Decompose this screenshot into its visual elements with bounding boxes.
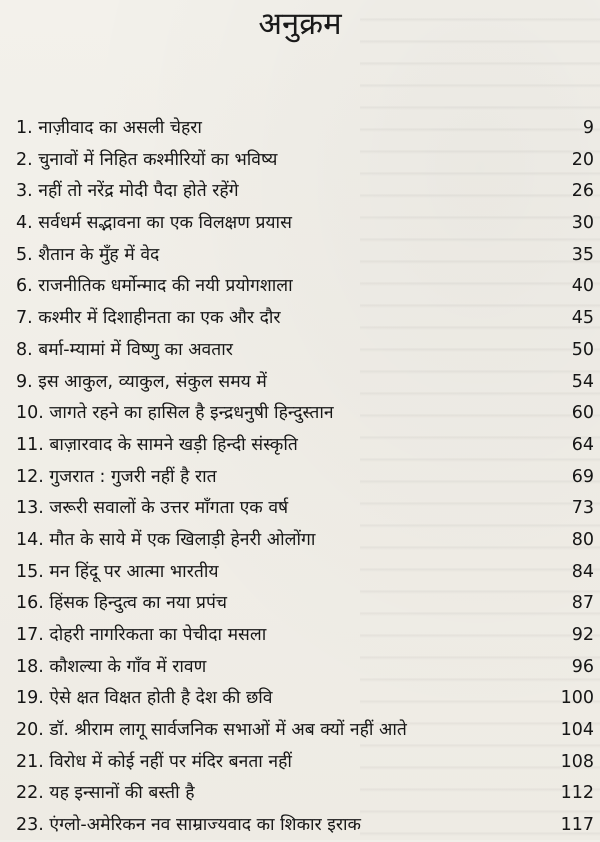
toc-entry-page: 26 — [571, 181, 594, 202]
toc-entry-number: 16. — [16, 593, 44, 614]
toc-entry-page: 73 — [571, 498, 594, 519]
toc-entry-number: 21. — [16, 751, 44, 772]
toc-entry-page: 45 — [571, 308, 594, 329]
toc-entry-page: 60 — [571, 403, 594, 424]
toc-entry-title: विरोध में कोई नहीं पर मंदिर बनता नहीं — [49, 751, 292, 772]
toc-entry-number: 5. — [16, 244, 33, 265]
toc-entry-page: 54 — [571, 371, 594, 392]
toc-entry — [16, 778, 594, 810]
toc-entry — [16, 367, 594, 399]
toc-entry-number: 20. — [16, 720, 44, 741]
toc-entry-title: दोहरी नागरिकता का पेचीदा मसला — [49, 625, 267, 645]
table-of-contents — [16, 113, 594, 842]
toc-entry-page: 69 — [571, 466, 594, 487]
toc-entry-title: हिंसक हिन्दुत्व का नया प्रपंच — [49, 593, 228, 614]
toc-entry-number: 8. — [16, 339, 33, 360]
toc-entry-number: 18. — [16, 656, 44, 677]
toc-entry — [16, 588, 594, 620]
toc-entry-page: 50 — [571, 339, 594, 360]
toc-entry — [16, 271, 594, 303]
toc-entry-number: 12. — [16, 466, 44, 487]
toc-entry-number: 10. — [16, 403, 44, 424]
toc-entry-title: कौशल्या के गाँव में रावण — [49, 656, 207, 677]
toc-entry — [16, 176, 594, 208]
toc-entry-title: जरूरी सवालों के उत्तर माँगता एक वर्ष — [49, 498, 289, 519]
toc-entry-number: 17. — [16, 625, 44, 645]
toc-entry-title: सर्वधर्म सद्भावना का एक विलक्षण प्रयास — [38, 213, 292, 234]
toc-entry-page: 80 — [571, 529, 594, 550]
toc-entry-number: 3. — [16, 181, 33, 202]
toc-entry-page: 30 — [571, 213, 594, 234]
toc-entry-title: इस आकुल, व्याकुल, संकुल समय में — [38, 371, 267, 392]
toc-entry-number: 19. — [16, 688, 44, 709]
toc-entry-number: 13. — [16, 498, 44, 519]
toc-entry-page: 117 — [560, 815, 594, 836]
toc-entry-page: 104 — [560, 720, 594, 741]
toc-entry-page: 64 — [571, 434, 594, 455]
toc-entry — [16, 335, 594, 367]
toc-entry-page: 92 — [571, 625, 594, 645]
toc-entry-page: 87 — [571, 593, 594, 614]
toc-entry-title: यह इन्सानों की बस्ती है — [49, 783, 195, 804]
toc-entry-title: कश्मीर में दिशाहीनता का एक और दौर — [38, 308, 281, 329]
toc-entry-page: 112 — [560, 783, 594, 804]
toc-entry-number: 23. — [16, 815, 44, 836]
toc-entry-page: 20 — [571, 149, 594, 170]
toc-entry-number: 4. — [16, 213, 33, 234]
toc-entry — [16, 747, 594, 779]
toc-entry-title: बर्मा-म्यामां में विष्णु का अवतार — [38, 339, 233, 360]
toc-entry-title: गुजरात : गुजरी नहीं है रात — [49, 466, 217, 487]
toc-entry — [16, 430, 594, 462]
toc-entry — [16, 525, 594, 557]
toc-entry-title: बाज़ारवाद के सामने खड़ी हिन्दी संस्कृति — [49, 434, 298, 455]
toc-entry — [16, 715, 594, 747]
toc-entry-title: डॉ. श्रीराम लागू सार्वजनिक सभाओं में अब क्यों नहीं आते — [49, 720, 407, 741]
page-title: अनुक्रम — [258, 6, 342, 42]
toc-entry-page: 9 — [582, 118, 594, 138]
toc-entry-page: 96 — [571, 656, 594, 677]
toc-entry-number: 7. — [16, 308, 33, 329]
toc-entry-title: एंग्लो-अमेरिकन नव साम्राज्यवाद का शिकार इराक — [49, 815, 361, 836]
toc-entry-title: शैतान के मुँह में वेद — [38, 244, 160, 265]
toc-entry-title: ऐसे क्षत विक्षत होती है देश की छवि — [49, 688, 273, 709]
toc-entry — [16, 620, 594, 652]
toc-entry-page: 40 — [571, 276, 594, 297]
toc-entry — [16, 557, 594, 589]
toc-entry-number: 11. — [16, 434, 44, 455]
toc-entry — [16, 145, 594, 177]
toc-entry — [16, 398, 594, 430]
toc-entry-number: 9. — [16, 371, 33, 392]
toc-entry-title: नहीं तो नरेंद्र मोदी पैदा होते रहेंगे — [38, 181, 239, 202]
toc-entry — [16, 462, 594, 494]
toc-entry-title: राजनीतिक धर्मोन्माद की नयी प्रयोगशाला — [38, 276, 293, 297]
toc-entry-number: 6. — [16, 276, 33, 297]
toc-entry-number: 14. — [16, 529, 44, 550]
toc-entry-page: 108 — [560, 751, 594, 772]
toc-entry-number: 22. — [16, 783, 44, 804]
toc-entry — [16, 303, 594, 335]
toc-entry — [16, 113, 594, 145]
toc-entry — [16, 683, 594, 715]
toc-entry — [16, 208, 594, 240]
toc-entry-title: मौत के साये में एक खिलाड़ी हेनरी ओलोंगा — [49, 529, 316, 550]
toc-entry — [16, 493, 594, 525]
toc-entry-number: 1. — [16, 118, 33, 138]
toc-entry-title: चुनावों में निहित कश्मीरियों का भविष्य — [38, 149, 278, 170]
toc-entry — [16, 810, 594, 842]
toc-entry — [16, 652, 594, 684]
toc-entry-title: नाज़ीवाद का असली चेहरा — [38, 118, 202, 138]
toc-entry-title: मन हिंदू पर आत्मा भारतीय — [49, 561, 219, 582]
toc-entry-page: 35 — [571, 244, 594, 265]
toc-entry-number: 2. — [16, 149, 33, 170]
toc-entry-page: 100 — [560, 688, 594, 709]
toc-entry — [16, 240, 594, 272]
toc-entry-title: जागते रहने का हासिल है इन्द्रधनुषी हिन्दुस्तान — [49, 403, 334, 424]
toc-entry-number: 15. — [16, 561, 44, 582]
toc-entry-page: 84 — [571, 561, 594, 582]
